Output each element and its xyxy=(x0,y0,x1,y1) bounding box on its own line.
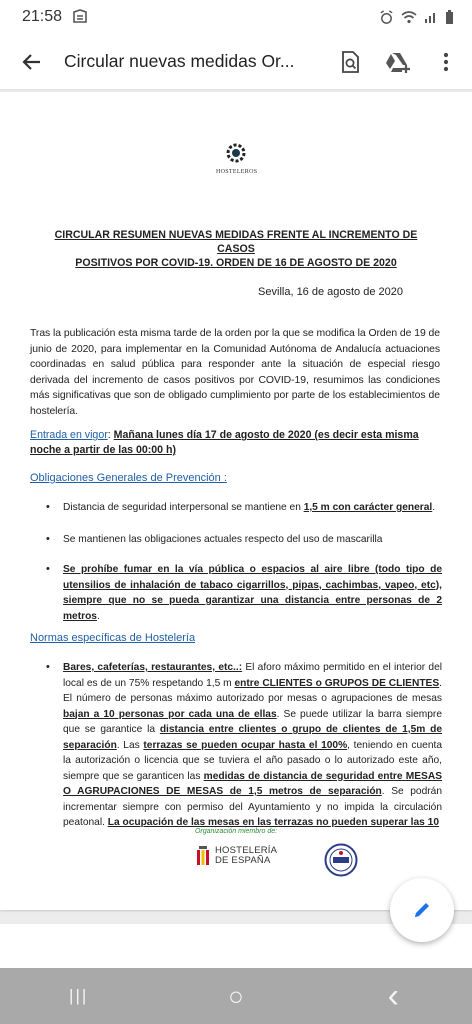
arrow-back-icon xyxy=(22,52,42,72)
bullet-text: . Las xyxy=(116,739,144,751)
system-nav-bar xyxy=(0,968,472,1024)
bullet-text-end: . xyxy=(96,610,100,622)
app-bar xyxy=(0,34,472,90)
entry-into-force-value: Mañana lunes día 17 de agosto de 2020 (es decir esta misma noche a partir de las 00:00 h) xyxy=(30,429,419,456)
section-hospitality-rules-title: Normas específicas de Hostelería xyxy=(30,632,196,644)
nav-back-icon: ‹ xyxy=(387,976,399,1015)
section-general-obligations-title: Obligaciones Generales de Prevención : xyxy=(30,472,227,484)
bullet-text-end: . xyxy=(432,502,436,513)
bullet-text: . Se podrán incrementar siempre con permiso del Ayuntamiento y no impida la circulación peatonal. xyxy=(63,786,442,828)
battery-icon xyxy=(445,10,454,25)
pencil-icon xyxy=(412,900,432,920)
nav-back-button[interactable] xyxy=(363,976,423,1016)
footer-logos xyxy=(0,838,472,882)
entry-into-force-separator: : xyxy=(107,429,114,441)
headline-line-2: POSITIVOS POR COVID-19. ORDEN DE 16 DE AGOSTO DE 2020 xyxy=(75,257,397,269)
find-in-document-button[interactable] xyxy=(330,42,370,82)
hosteleros-logo xyxy=(216,142,256,176)
bullet-text: Distancia de seguridad interpersonal se mantiene en xyxy=(63,502,304,513)
edit-button[interactable] xyxy=(390,878,454,942)
bullet-emphasis: bajan a 10 personas por cada una de ellas xyxy=(63,708,277,720)
entry-into-force-label: Entrada en vigor xyxy=(30,429,108,441)
general-obligations-list xyxy=(46,500,442,624)
document-page[interactable] xyxy=(0,92,472,910)
bullet-text: . El número de personas máximo autorizado por mesas o agrupaciones de mesas xyxy=(63,677,442,704)
document-title: Circular nuevas medidas Or... xyxy=(64,51,295,71)
hosteleria-espana-logo xyxy=(196,846,277,866)
bullet-text: Se mantienen las obligaciones actuales respecto del uso de mascarilla xyxy=(63,533,383,545)
organization-member-label: Organización miembro de: xyxy=(194,828,278,835)
list-item xyxy=(46,500,442,516)
bullet-emphasis: 1,5 m con carácter general xyxy=(303,502,433,513)
wifi-icon xyxy=(401,10,417,24)
document-headline xyxy=(40,228,432,270)
hospitality-rules-list xyxy=(46,660,442,831)
search-document-icon xyxy=(339,51,361,73)
hosteleria-espana-line-2: DE ESPAÑA xyxy=(215,855,271,866)
bullet-emphasis: terrazas se pueden ocupar hasta el 100% xyxy=(143,739,348,751)
add-to-drive-button[interactable] xyxy=(378,42,418,82)
bullet-text: . Se puede utilizar la barra siempre que se garantice la xyxy=(63,708,442,735)
recents-icon: ||| xyxy=(69,986,89,1005)
more-vert-icon xyxy=(443,52,449,72)
more-options-button[interactable] xyxy=(426,42,466,82)
status-time: 21:58 xyxy=(22,8,63,25)
logo-text: HOSTELEROS xyxy=(216,169,258,175)
bullet-emphasis: medidas de distancia de seguridad entre MESAS O AGRUPACIONES DE MESAS de 1,5 metros de separación xyxy=(63,770,442,797)
list-item xyxy=(46,562,442,624)
home-button[interactable] xyxy=(206,976,266,1016)
bullet-emphasis: distancia entre clientes o grupo de clientes de 1,5m de separación xyxy=(63,724,442,751)
list-item xyxy=(46,660,442,831)
association-seal-icon xyxy=(324,843,358,877)
list-item xyxy=(46,532,442,548)
bullet-emphasis: La ocupación de las mesas en las terrazas no pueden superar las 10 xyxy=(107,817,439,828)
alarm-icon xyxy=(379,10,394,25)
signal-icon xyxy=(424,10,438,24)
bullet-emphasis: Se prohíbe fumar en la vía pública o espacios al aire libre (todo tipo de utensilios de inhalación de tabaco cigarrillos, pipas, cachimbas, vapeo, etc), siempre que no se pueda garantizar una distancia entre personas de 2 metros xyxy=(63,564,442,622)
home-icon: ○ xyxy=(228,980,244,1011)
hosteleros-emblem-icon xyxy=(225,142,247,164)
hosteleria-espana-line-1: HOSTELERÍA xyxy=(215,845,278,856)
bullet-emphasis: entre CLIENTES o GRUPOS DE CLIENTES xyxy=(234,677,440,689)
headline-line-1: CIRCULAR RESUMEN NUEVAS MEDIDAS FRENTE AL INCREMENTO DE CASOS xyxy=(54,229,418,255)
dateline: Sevilla, 16 de agosto de 2020 xyxy=(258,286,403,298)
entry-into-force xyxy=(30,428,442,458)
add-to-drive-icon xyxy=(385,51,411,73)
bullet-emphasis: Bares, cafeterías, restaurantes, etc..: xyxy=(63,662,243,673)
back-button[interactable] xyxy=(0,34,64,90)
bullet-text: El aforo máximo permitido en el interior del local es de un 75% respetando 1,5 m xyxy=(63,662,442,689)
bullet-text: , teniendo en cuenta la autorización o licencia que se tuviera el año pasado o lo autorizado este año, siempre que se garanticen las xyxy=(63,739,442,782)
hosteleria-espana-emblem-icon xyxy=(196,846,210,866)
status-bar xyxy=(0,0,472,34)
intro-paragraph: Tras la publicación esta misma tarde de la orden por la que se modifica la Orden de 19 de junio de 2020, para implementar en la Comunidad Autónoma de Andalucía actuaciones coordinadas en salud pública para responder ante la situación de especial riesgo derivada del incremento de casos positivos por COVID-19, resumimos las condiciones más significativas que son de obligado cumplimiento por parte de los establecimientos de hostelería. xyxy=(30,328,440,417)
no-disturb-icon xyxy=(72,9,88,25)
recents-button[interactable] xyxy=(49,976,109,1016)
